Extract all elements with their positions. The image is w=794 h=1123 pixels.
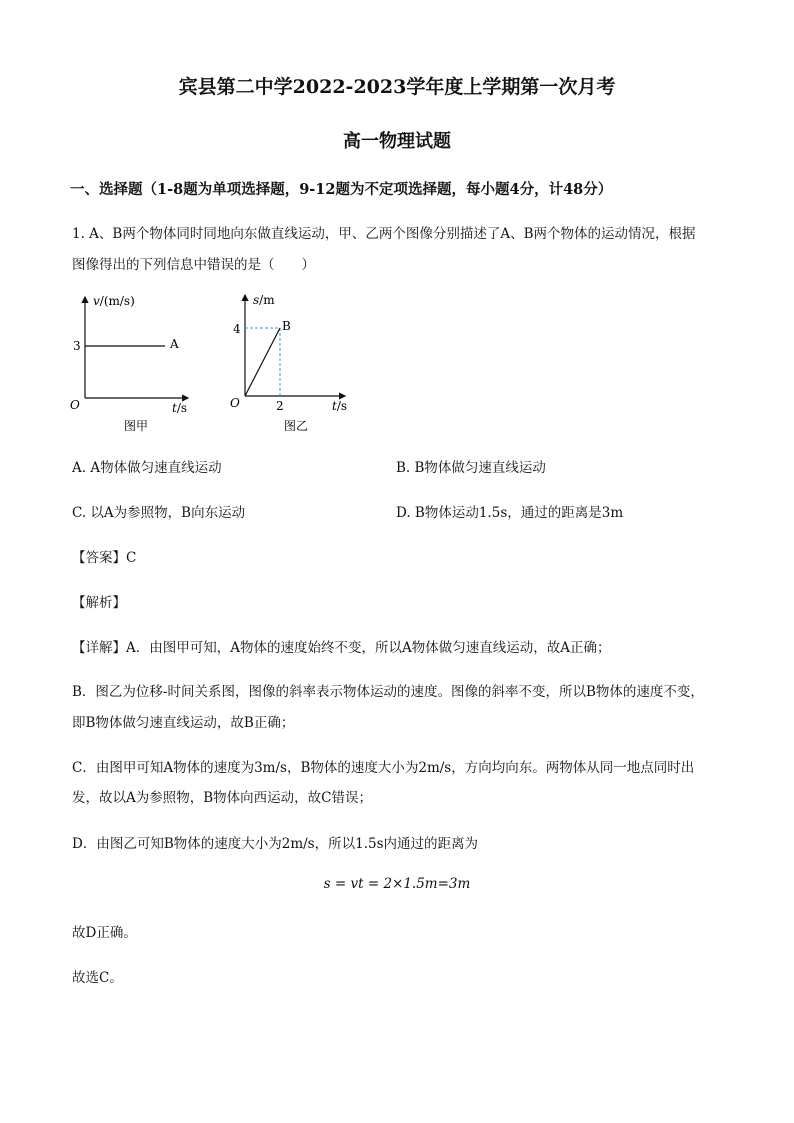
graph-yi-y-label: s/m: [253, 293, 275, 307]
option-a: A. A物体做匀速直线运动: [72, 460, 222, 476]
option-b: B. B物体做匀速直线运动: [396, 460, 546, 476]
detail-d: D．由图乙可知B物体的速度大小为2m/s，所以1.5s内通过的距离为: [72, 836, 479, 852]
graph-yi-caption: 图乙: [284, 419, 309, 433]
graph-yi-x-label: t/s: [332, 399, 348, 413]
detail-c-line1: C．由图甲可知A物体的速度为3m/s，B物体的速度大小为2m/s，方向均向东。两物体从同一地点同时出: [72, 760, 695, 776]
option-c: C. 以A为参照物，B向东运动: [72, 505, 246, 521]
final-choice: 故选C。: [72, 970, 123, 986]
answer-label: 【答案】C: [72, 550, 137, 566]
detail-b-line1: B．图乙为位移-时间关系图，图像的斜率表示物体运动的速度。图像的斜率不变，所以B物体的速度不变，: [72, 684, 704, 700]
graph-yi-origin: O: [230, 396, 240, 410]
graph-yi-x-tick: 2: [276, 399, 284, 413]
page-title: 宾县第二中学2022-2023学年度上学期第一次月考: [178, 76, 616, 98]
graph-jia-line-label: A: [170, 337, 179, 351]
graph-jia-y-tick: 3: [73, 339, 81, 353]
page-subtitle: 高一物理试题: [343, 131, 451, 152]
graph-yi: [220, 285, 360, 435]
conclusion-d: 故D正确。: [72, 925, 137, 941]
graph-yi-line-b: [245, 328, 280, 396]
detail-b-line2: 即B物体做匀速直线运动，故B正确；: [72, 715, 295, 731]
formula: s = vt = 2×1.5m=3m: [323, 876, 471, 892]
graph-jia-caption: 图甲: [124, 419, 149, 433]
section-heading: 一、选择题（1-8题为单项选择题，9-12题为不定项选择题，每小题4分，计48分）: [70, 181, 613, 198]
option-d: D. B物体运动1.5s，通过的距离是3m: [396, 505, 624, 521]
question-stem-line2: 图像得出的下列信息中错误的是（ ）: [72, 257, 315, 273]
graph-jia-origin: O: [70, 398, 80, 412]
analysis-heading: 【解析】: [72, 595, 126, 611]
graph-jia-y-label: v/(m/s): [93, 294, 135, 308]
graph-yi-point-label: B: [282, 319, 291, 333]
graph-yi-y-tick: 4: [233, 322, 241, 336]
graph-jia: [60, 285, 200, 435]
detail-a: 【详解】A．由图甲可知，A物体的速度始终不变，所以A物体做匀速直线运动，故A正确；: [72, 640, 611, 656]
graph-jia-x-label: t/s: [172, 401, 188, 415]
detail-c-line2: 发，故以A为参照物，B物体向西运动，故C错误；: [72, 790, 372, 806]
question-stem-line1: 1. A、B两个物体同时同地向东做直线运动，甲、乙两个图像分别描述了A、B两个物体的运动情况，根据: [72, 226, 696, 242]
